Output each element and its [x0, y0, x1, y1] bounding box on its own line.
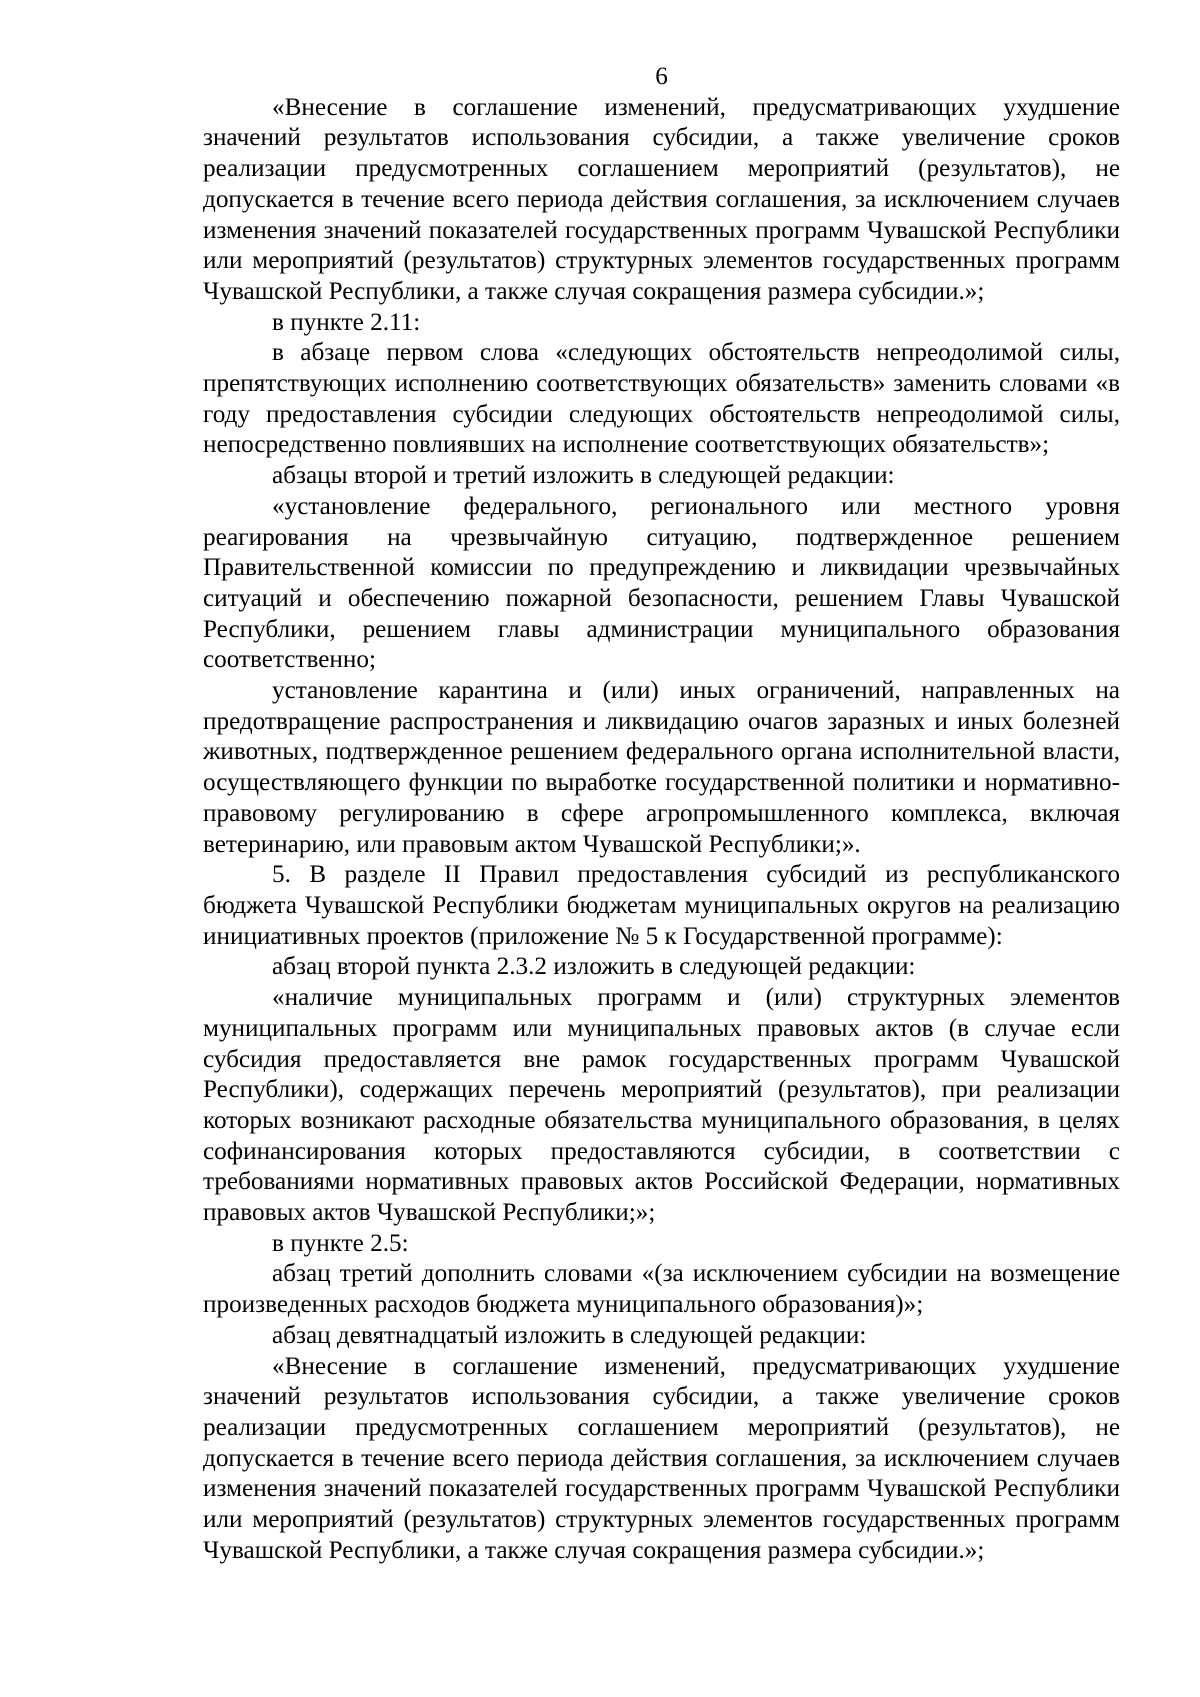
paragraph-nineteenth-abzac: абзац девятнадцатый изложить в следующей редакции:	[272, 1321, 867, 1349]
paragraph-second-third-abzac: абзацы второй и третий изложить в следующей редакции:	[272, 462, 895, 490]
paragraph-municipal-programs: «наличие муниципальных программ и (или) структурных элементов муниципальных программ или муниципальных правовых актов (в случае если субсидия предоставляется вне рамок государственных программ Чувашской Республики), содержащих перечень мероприятий (результатов), при реализации которых возникают расходные обязательства муниципального образования, в целях софинансирования которых предоставляются субсидии, в соответствии с требованиями нормативных правовых актов Российской Федерации, нормативных правовых актов Чувашской Республики;»;	[203, 984, 1120, 1227]
paragraph-first-abzac: в абзаце первом слова «следующих обстоятельств непреодолимой силы, препятствующих исполнению соответствующих обязательств» заменить словами «в году предоставления субсидии следующих обстоятельств непреодолимой силы, непосредственно повлиявших на исполнение соответствующих обязательств»;	[203, 339, 1120, 459]
paragraph-point-2-11: в пункте 2.11:	[272, 308, 421, 336]
paragraph-emergency-response: «установление федерального, регионального или местного уровня реагирования на чрезвычайную ситуацию, подтвержденное решением Правительственной комиссии по предупреждению и ликвидации чрезвычайных ситуаций и обеспечению пожарной безопасности, решением Главы Чувашской Республики, решением главы администрации муниципального образования соответственно;	[203, 492, 1120, 674]
paragraph-point-2-3-2: абзац второй пункта 2.3.2 изложить в следующей редакции:	[272, 953, 916, 981]
paragraph-point-2-5: в пункте 2.5:	[272, 1229, 409, 1257]
paragraph-agreement-changes-2: «Внесение в соглашение изменений, предусматривающих ухудшение значений результатов использования субсидии, а также увеличение сроков реализации предусмотренных соглашением мероприятий (результатов), не допускается в течение всего периода действия соглашения, за исключением случаев изменения значений показателей государственных программ Чувашской Республики или мероприятий (результатов) структурных элементов государственных программ Чувашской Республики, а также случая сокращения размера субсидии.»;	[203, 1352, 1120, 1564]
paragraph-agreement-changes-1: «Внесение в соглашение изменений, предусматривающих ухудшение значений результатов использования субсидии, а также увеличение сроков реализации предусмотренных соглашением мероприятий (результатов), не допускается в течение всего периода действия соглашения, за исключением случаев изменения значений показателей государственных программ Чувашской Республики или мероприятий (результатов) структурных элементов государственных программ Чувашской Республики, а также случая сокращения размера субсидии.»;	[203, 93, 1120, 305]
document-page	[203, 62, 1120, 1566]
paragraph-third-abzac-addition: абзац третий дополнить словами «(за исключением субсидии на возмещение произведенных расходов бюджета муниципального образования)»;	[203, 1260, 1120, 1319]
paragraph-section-5: 5. В разделе II Правил предоставления субсидий из республиканского бюджета Чувашской Республики бюджетам муниципальных округов на реализацию инициативных проектов (приложение № 5 к Государственной программе):	[203, 861, 1120, 950]
paragraph-quarantine: установление карантина и (или) иных ограничений, направленных на предотвращение распространения и ликвидацию очагов заразных и иных болезней животных, подтвержденное решением федерального органа исполнительной власти, осуществляющего функции по выработке государственной политики и нормативно-правовому регулированию в сфере агропромышленного комплекса, включая ветеринарию, или правовым актом Чувашской Республики;».	[203, 677, 1120, 858]
page-number: 6	[655, 63, 668, 90]
